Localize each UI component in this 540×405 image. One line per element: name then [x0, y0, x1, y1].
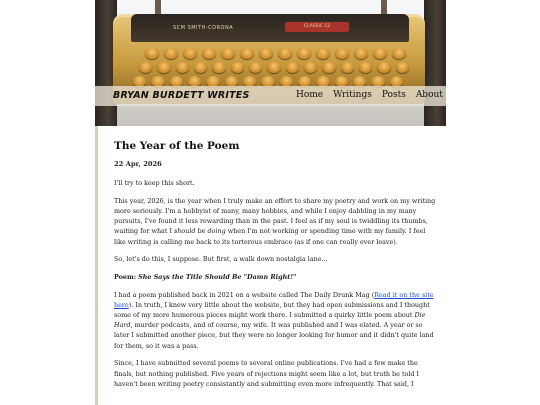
site-title[interactable]: BRYAN BURDETT WRITES: [113, 90, 250, 101]
text-span: I had a poem published back in 2021 on a website called The Daily Drunk Mag (: [114, 290, 375, 299]
text-span: when I'm not working or spending time with my family. I feel like writing is calling me back to its torterous embrace (as if one can really ever leave).: [114, 227, 426, 246]
emphasis: Die Hard: [114, 311, 426, 330]
poem-label: Poem:: [114, 272, 137, 281]
paragraph-intro: I'll try to keep this short.: [114, 179, 195, 187]
text-span: , murder podcasts, and of course, my wife. It was published and I was elated. A year or so later I submitted another piece, but they were no longer looking for humor and it didn't quite land for them, so it was a pass.: [114, 321, 434, 350]
main-nav: [291, 89, 446, 101]
paragraph-4: [114, 290, 436, 351]
text-span: This year, 2026, is the year when I truly make an effort to share my poetry and work on my writing more seriously. I'm a hobbyist of many, many hobbies, and while I enjoy dabbling in my many pursuits, I've found it less rewarding than in the past. I feel as if my soul is twiddling its thumbs, waiting for what I: [114, 196, 436, 236]
paragraph-2: [114, 196, 436, 247]
nav-about[interactable]: About: [415, 90, 443, 100]
post-date: 22 Apr, 2026: [114, 160, 162, 168]
poem-title: She Says the Title Should Be "Damn Right!": [138, 272, 297, 281]
poem-heading: [114, 272, 436, 282]
paragraph-3: So, let's do this, I suppose. But first, a walk down nostalgia lane...: [114, 255, 328, 264]
typewriter-keys-row-2: [139, 62, 409, 74]
emphasis: doing: [207, 227, 226, 236]
header-banner: [95, 0, 446, 126]
nav-posts[interactable]: Posts: [381, 90, 406, 100]
paragraph-5: Since, I have submitted several poems to several online publications. I've had a few make the finals, but nothing published. Five years of rejections might seem like a lot, but truth be told I haven't been writing poetry consistantly and submitting even more infrequently. That said, I: [114, 359, 420, 388]
typewriter-keys-row-1: [145, 48, 415, 60]
typewriter-label-text: CLASSIC 12: [303, 24, 331, 29]
curtain-right: [424, 0, 446, 126]
read-on-site-link[interactable]: Read it on the site here: [114, 290, 434, 309]
typewriter-label: [285, 22, 349, 32]
nav-writings[interactable]: Writings: [333, 90, 372, 100]
text-span: be: [195, 227, 208, 236]
text-span: ). In truth, I knew very little about the website, but they had open submissions and I thought some of my more humerous pieces might work there. I submitted a quirky little poem about: [114, 300, 430, 320]
emphasis: should: [174, 227, 196, 236]
post-title: The Year of the Poem: [114, 140, 240, 152]
article: [95, 126, 446, 405]
typewriter-brand: SCM SMITH-CORONA: [173, 25, 234, 31]
nav-home[interactable]: Home: [296, 90, 324, 100]
